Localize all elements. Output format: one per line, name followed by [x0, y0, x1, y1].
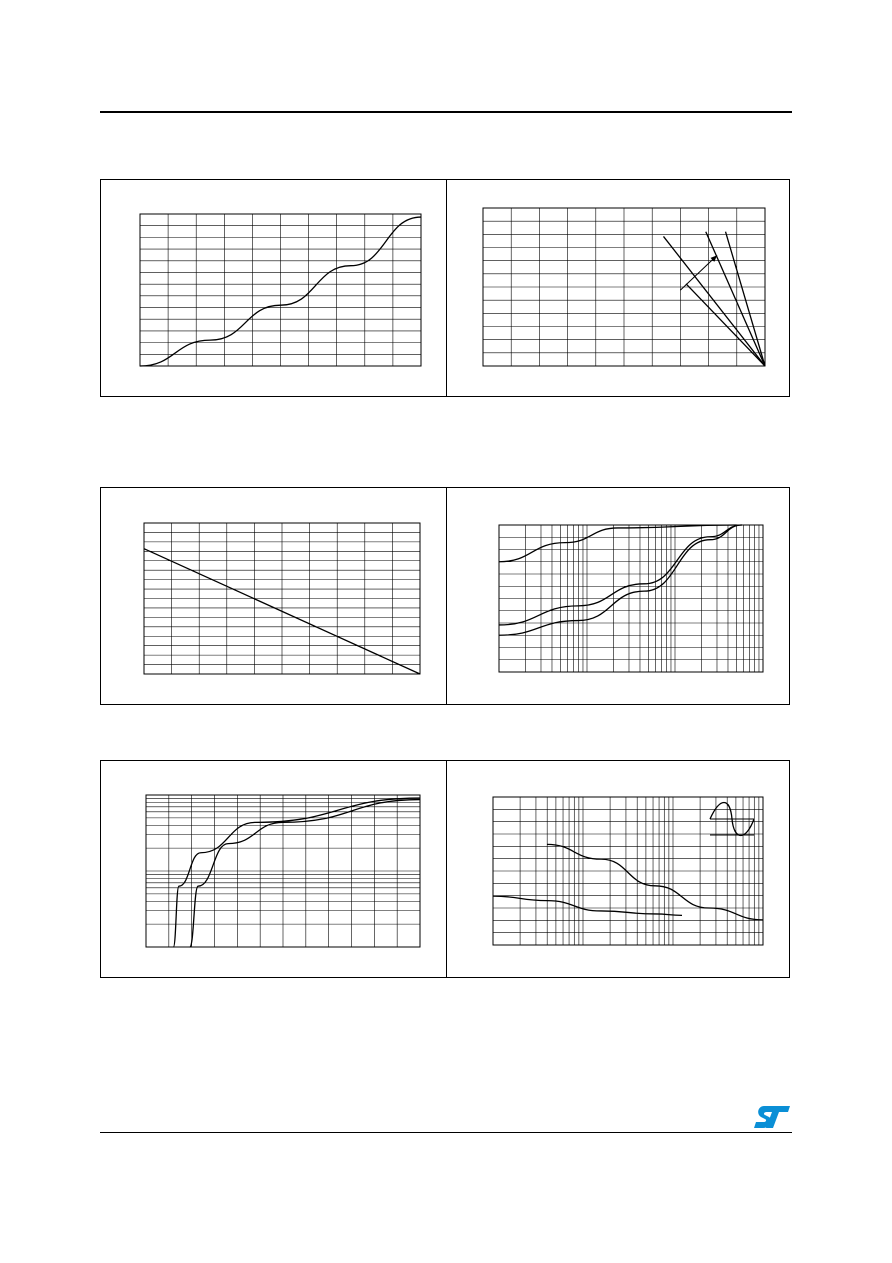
gridlines — [483, 208, 765, 366]
figure-cell-3 — [101, 488, 446, 704]
figure-cell-4 — [447, 488, 791, 704]
figure-cell-1 — [101, 180, 446, 396]
series-line-3 — [499, 525, 742, 635]
series-line-1 — [499, 525, 737, 562]
figure-row-1 — [100, 179, 790, 397]
figure-row-2 — [100, 487, 790, 705]
figure-cell-6 — [447, 761, 791, 977]
chart-6 — [447, 761, 791, 979]
chart-2 — [447, 180, 791, 398]
gridlines — [146, 795, 420, 947]
series-line-2 — [190, 800, 420, 947]
gridlines — [499, 525, 763, 672]
gridlines — [140, 214, 421, 366]
footer-rule — [100, 1132, 792, 1133]
series-line-2 — [493, 896, 682, 915]
st-logo-mark — [754, 1106, 790, 1128]
gridlines — [144, 523, 420, 674]
chart-1 — [101, 180, 446, 398]
header-rule — [100, 111, 792, 113]
series-line-2 — [706, 232, 765, 366]
sine-wave-icon — [710, 803, 754, 836]
chart-5 — [101, 761, 446, 979]
chart-4 — [447, 488, 791, 706]
st-logo — [752, 1104, 792, 1130]
series-line-1 — [547, 844, 763, 919]
chart-3 — [101, 488, 446, 706]
figure-cell-5 — [101, 761, 446, 977]
figure-row-3 — [100, 760, 790, 978]
series-line-1 — [663, 236, 765, 366]
figure-cell-2 — [447, 180, 791, 396]
